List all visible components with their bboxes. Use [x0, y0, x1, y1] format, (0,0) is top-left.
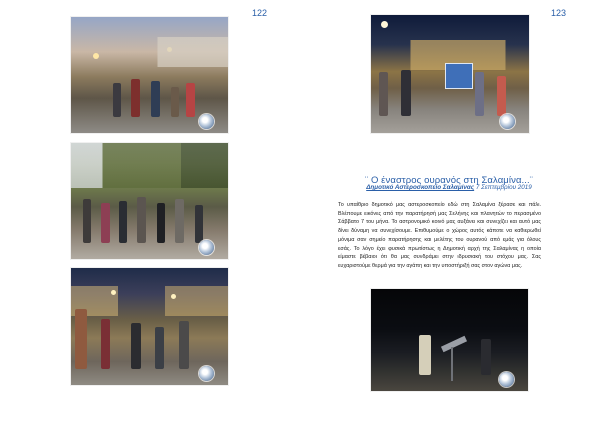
observatory-logo-icon — [499, 372, 514, 387]
photo-plaza-crowd — [71, 17, 228, 133]
article-byline — [340, 184, 558, 191]
observatory-logo-icon — [199, 240, 214, 255]
photo-telescope-dark — [371, 289, 528, 391]
photo-group-banner — [371, 15, 529, 133]
photo-night-telescopes — [71, 268, 228, 385]
observatory-logo-icon — [500, 114, 515, 129]
article-title: ¨ Ο έναστρος ουρανός στη Σαλαμίνα...¨ — [364, 175, 534, 186]
observatory-logo-icon — [199, 114, 214, 129]
article-body: Το υπαίθριο δημοτικό μας αστεροσκοπείο εδώ στη Σαλαμίνα ξέρασε και πάλι. Βλέπουμε εικόνες από την παρατήρησή μας Σελήνης και πλανητών το περασμένο Σάββατο 7 του μήνα. Το αστρονομικό κοινό μας αυξάνει και συνεχίζει και αυτό μας δίνει δύναμη να συνεχίσουμε. Επιθυμούμε ο χώρος αυτός κάποτε να καθιερωθεί μόνιμα σαν σημείο παρατήρησης και μελέτης του ουρανού από εμάς για όλους εσάς. Το λόγο έχει φυσικά πρωτίστως η Δημοτική αρχή της Σαλαμίνας η οποία είμαστε βέβαιοι ότι θα μας συνδράμει στην ιδρυσιακή του στόχου μας. Σας ευχαριστούμε θερμά για την αγάπη και την υποστήριξή σας στον αγώνα μας. — [338, 202, 541, 270]
page-number-right: 123 — [551, 8, 567, 18]
page-number-left: 122 — [252, 8, 268, 18]
photo-group-palms — [71, 143, 228, 259]
organization-name: Δημοτικό Αστεροσκοπείο Σαλαμίνας — [366, 184, 475, 191]
article-date: 7 Σεπτεμβρίου 2019 — [475, 184, 532, 191]
observatory-logo-icon — [199, 366, 214, 381]
